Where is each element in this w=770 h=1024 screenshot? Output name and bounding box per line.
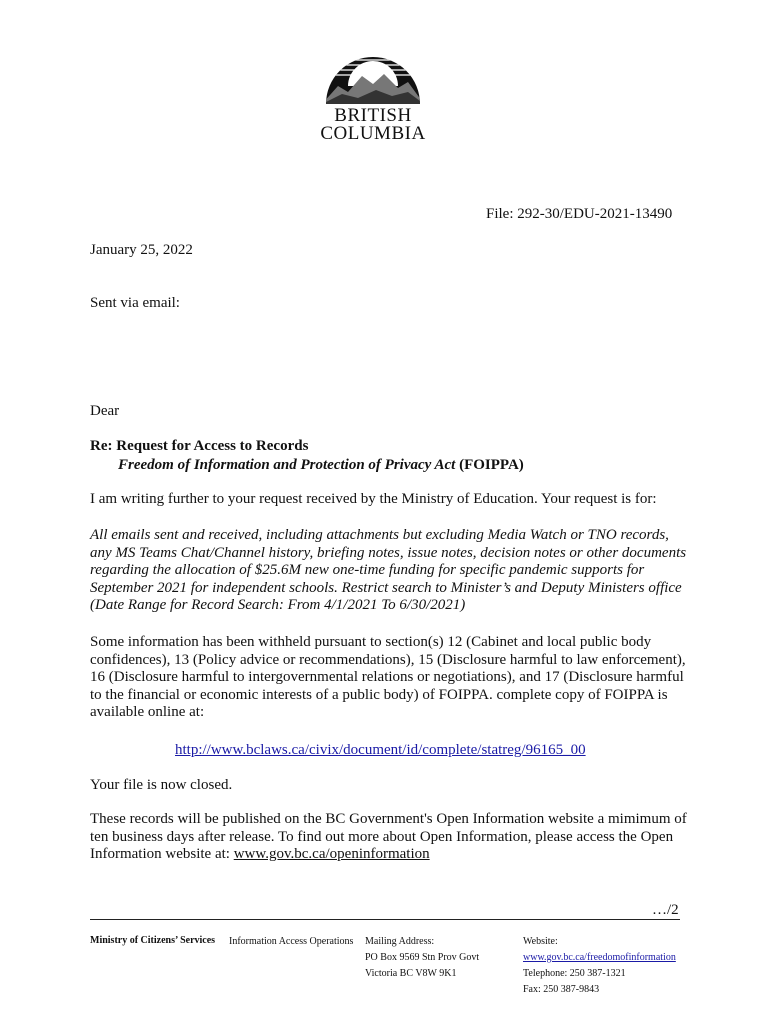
logo-text-line1: BRITISH — [334, 105, 412, 126]
bc-logo — [318, 46, 428, 146]
withheld-paragraph: Some information has been withheld pursuant to section(s) 12 (Cabinet and local public body confidences), 13 (Policy advice or recommendations), 15 (Disclosure harmful to law enforcement), 16 (Disclosure harmful to intergovernmental relations or negotiations), and 17 (Disclosure harmful to the financial or economic interests of a public body) of FOIPPA. complete copy of FOIPPA is available online at: — [90, 634, 686, 720]
open-info-link[interactable]: www.gov.bc.ca/openinformation — [233, 846, 430, 862]
footer-mailing-line2: Victoria BC V8W 9K1 — [365, 968, 457, 979]
foippa-link-container — [175, 741, 586, 759]
intro-paragraph: I am writing further to your request received by the Ministry of Education. Your request is for: — [90, 491, 657, 507]
footer-website-link-container — [523, 950, 676, 965]
sent-via: Sent via email: — [90, 295, 180, 311]
logo-text-line2: COLUMBIA — [320, 123, 426, 144]
salutation: Dear — [90, 403, 120, 419]
footer-fax: Fax: 250 387-9843 — [523, 984, 600, 995]
request-text: All emails sent and received, including attachments but excluding Media Watch or TNO records, any MS Teams Chat/Channel history, briefing notes, issue notes, decision notes or other documents regarding the allocation of $25.6M new one-time funding for specific pandemic supports for September 2021 for independent schools. Restrict search to Minister’s and Deputy Ministers office (Date Range for Record Search: From 4/1/2021 To 6/30/2021) — [90, 527, 687, 613]
file-closed-text: Your file is now closed. — [90, 777, 233, 793]
footer-telephone: Telephone: 250 387-1321 — [523, 968, 626, 979]
file-reference: File: 292-30/EDU-2021-13490 — [486, 206, 673, 222]
act-abbrev: (FOIPPA) — [455, 457, 524, 473]
page-marker: …/2 — [652, 902, 679, 918]
footer-branch: Information Access Operations — [229, 936, 354, 947]
bc-sun-mountains-emblem — [318, 46, 428, 108]
foippa-link[interactable]: http://www.bclaws.ca/civix/document/id/complete/statreg/96165_00 — [175, 742, 586, 758]
footer-mailing-line1: PO Box 9569 Stn Prov Govt — [365, 952, 480, 963]
footer-mailing-label: Mailing Address: — [365, 936, 435, 947]
act-title — [118, 456, 524, 474]
subject-line: Re: Request for Access to Records — [90, 438, 309, 454]
footer-ministry: Ministry of Citizens’ Services — [90, 935, 216, 946]
publish-paragraph — [90, 811, 690, 864]
footer-divider — [90, 919, 680, 920]
footer-website-link[interactable]: www.gov.bc.ca/freedomofinformation — [523, 952, 676, 963]
letter-date: January 25, 2022 — [90, 242, 193, 258]
publish-text: These records will be published on the BC Government's Open Information website a mimimum of ten business days after release. To find out more about Open Information, please access the Open Information website at: — [90, 811, 687, 862]
footer-website-label: Website: — [523, 936, 558, 947]
act-name: Freedom of Information and Protection of Privacy Act — [118, 457, 456, 473]
